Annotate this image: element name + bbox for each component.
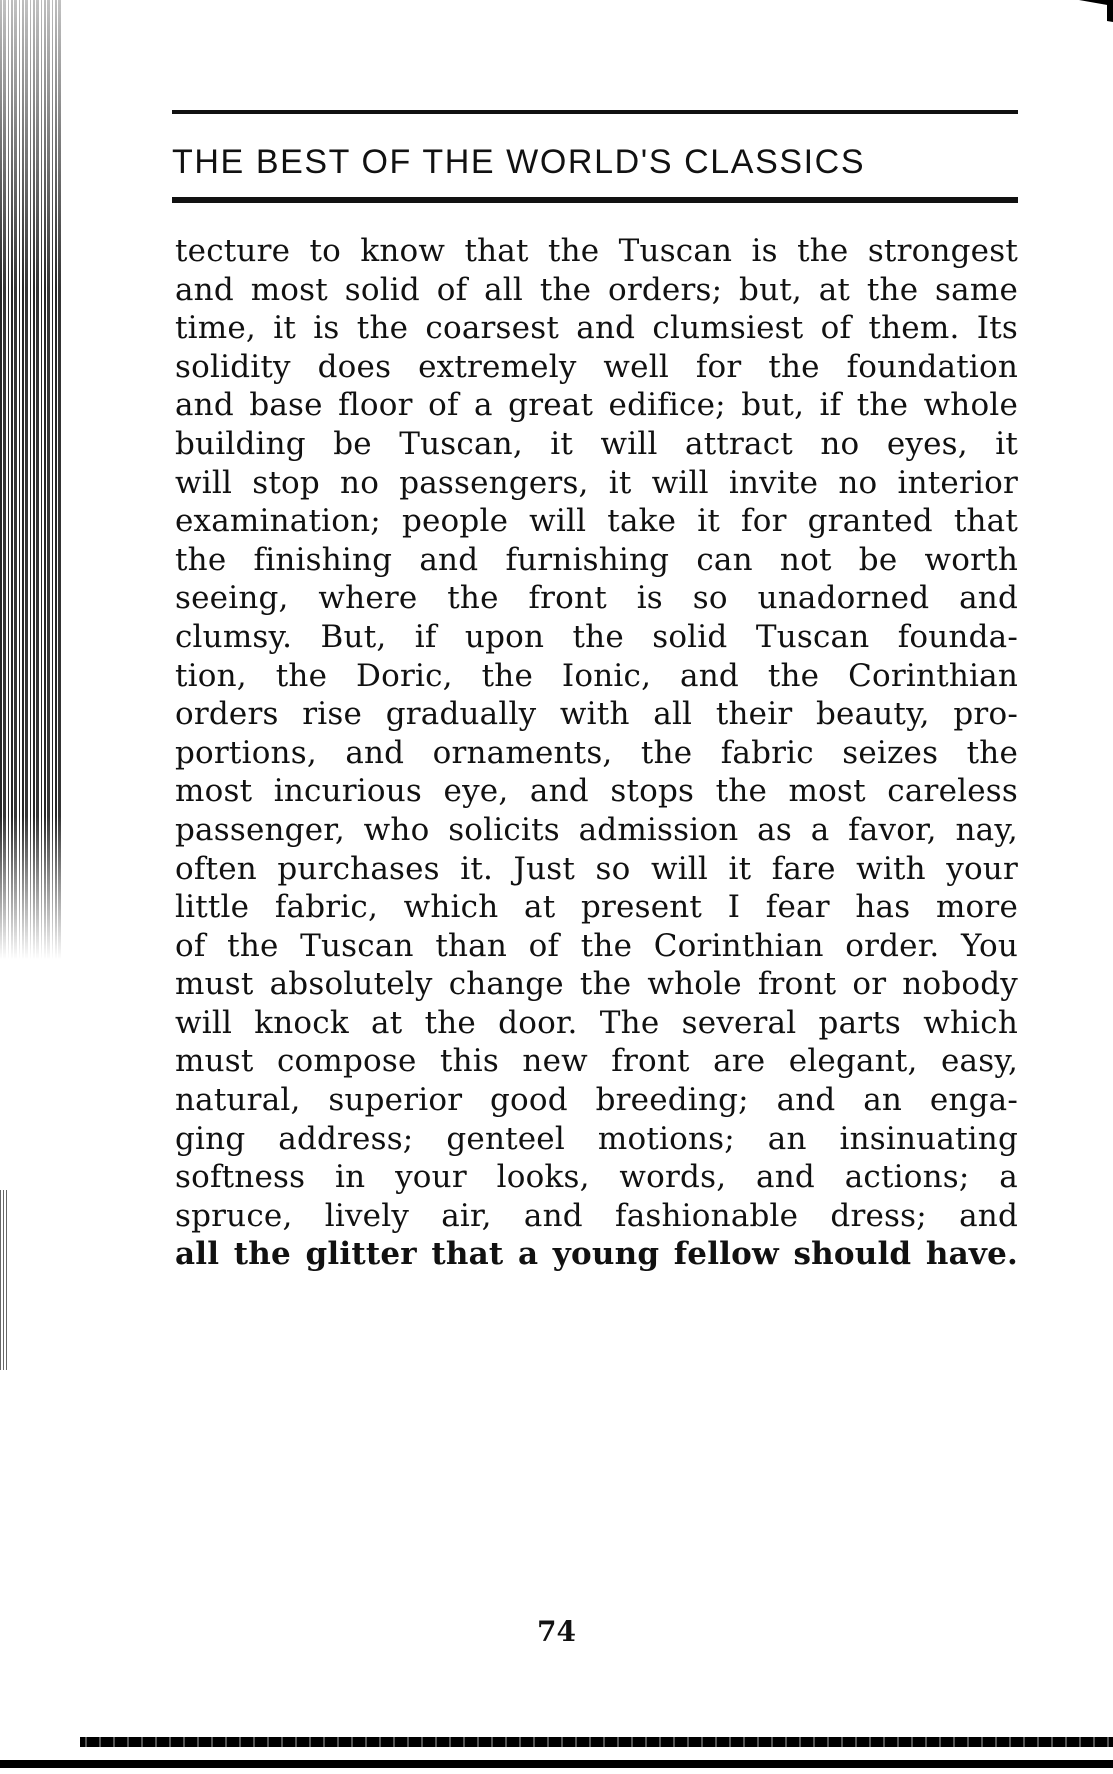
scan-bottom-edge-dark: [0, 1760, 1113, 1768]
text-line: tecture to know that the Tuscan is the strongest: [175, 233, 1018, 269]
header-rule-bottom: [172, 197, 1018, 203]
text-line: ging address; genteel motions; an insinuating: [175, 1120, 1018, 1157]
text-line: must absolutely change the whole front or nobody: [175, 966, 1018, 1003]
text-line: all the glitter that a young fellow should have.: [175, 1236, 1018, 1273]
text-line: little fabric, which at present I fear has more: [175, 889, 1018, 926]
body-text: [175, 232, 1018, 1274]
text-line: spruce, lively air, and fashionable dress; and: [175, 1197, 1018, 1234]
scan-spine-shadow: [0, 0, 62, 960]
scan-edge-mark: [0, 1190, 8, 1370]
text-line: tion, the Doric, the Ionic, and the Corinthian: [175, 657, 1018, 694]
text-line: orders rise gradually with all their beauty, pro-: [175, 696, 1018, 733]
text-line: building be Tuscan, it will attract no eyes, it: [175, 425, 1018, 462]
text-line: of the Tuscan than of the Corinthian order. You: [175, 927, 1018, 964]
running-head-title: THE BEST OF THE WORLD'S CLASSICS: [172, 143, 866, 181]
text-line: will stop no passengers, it will invite no interior: [175, 464, 1018, 501]
text-line: softness in your looks, words, and actions; a: [175, 1159, 1018, 1196]
text-line: often purchases it. Just so will it fare with your: [175, 850, 1018, 887]
text-line: most incurious eye, and stops the most careless: [175, 773, 1018, 810]
header-rule-top: [172, 110, 1018, 114]
text-line: the finishing and furnishing can not be worth: [175, 541, 1018, 578]
scan-corner-mark: [1069, 0, 1113, 22]
text-line: and most solid of all the orders; but, at the same: [175, 271, 1018, 308]
text-line: seeing, where the front is so unadorned and: [175, 580, 1018, 617]
page-number: 74: [537, 1615, 576, 1648]
text-line: examination; people will take it for granted that: [175, 503, 1018, 540]
scan-bottom-edge: [80, 1737, 1113, 1747]
text-line: solidity does extremely well for the foundation: [175, 348, 1018, 385]
text-line: natural, superior good breeding; and an enga-: [175, 1082, 1018, 1119]
text-line: will knock at the door. The several parts which: [175, 1004, 1018, 1041]
text-line: clumsy. But, if upon the solid Tuscan founda-: [175, 618, 1018, 655]
text-line: time, it is the coarsest and clumsiest of them. Its: [175, 310, 1018, 347]
text-line: portions, and ornaments, the fabric seizes the: [175, 734, 1018, 771]
text-line: must compose this new front are elegant, easy,: [175, 1043, 1018, 1080]
text-line: and base floor of a great edifice; but, if the whole: [175, 387, 1018, 424]
text-line: passenger, who solicits admission as a favor, nay,: [175, 811, 1018, 848]
